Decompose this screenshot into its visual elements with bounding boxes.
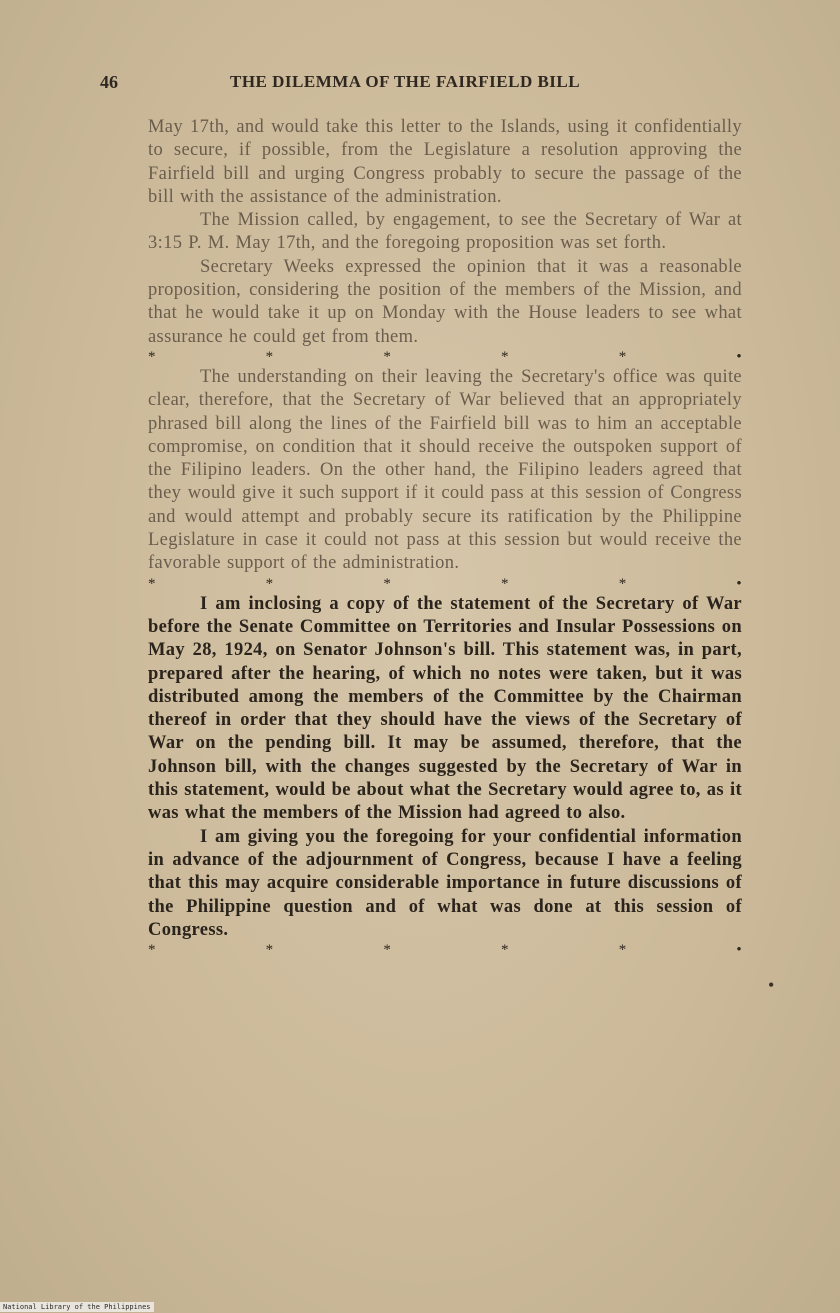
body-text xyxy=(148,116,742,959)
paragraph-1: May 17th, and would take this letter to the Islands, using it confidentially to secure, if possible, from the Legislature a resolution approving the Fairfield bill and urging Congress probably to secure the passage of the bill with the assistance of the administration. xyxy=(148,117,742,207)
separator-mark: * xyxy=(383,942,392,959)
separator-mark: * xyxy=(501,575,509,592)
footer-credit: National Library of the Philippines xyxy=(0,1302,154,1312)
section-separator-2 xyxy=(148,576,742,593)
page-header xyxy=(100,72,744,100)
separator-mark: * xyxy=(148,348,156,365)
separator-mark: * xyxy=(501,942,509,959)
section-separator-1 xyxy=(148,349,742,366)
stray-mark: • xyxy=(768,975,775,995)
separator-mark: * xyxy=(618,348,627,365)
separator-end-mark: • xyxy=(736,348,742,365)
separator-mark: * xyxy=(148,575,156,592)
paragraph-4: The understanding on their leaving the Secretary's office was quite clear, therefore, that the Secretary of War believed that an appropriately phrased bill along the lines of the Fairfield bill was to him an acceptable compromise, on condition that it should receive the outspoken support of the Filipino leaders. On the other hand, the Filipino leaders agreed that they would give it such support if it could pass at this session of Congress and would attempt and probably secure its ratification by the Philippine Legislature in case it could not pass at this session but would receive the favorable support of the administration. xyxy=(148,366,742,574)
separator-mark: * xyxy=(501,348,509,365)
separator-mark: * xyxy=(265,348,274,365)
separator-end-mark: • xyxy=(736,575,742,592)
separator-mark: * xyxy=(383,575,392,592)
separator-mark: * xyxy=(383,348,392,365)
separator-mark: * xyxy=(265,575,274,592)
separator-end-mark: • xyxy=(736,942,742,959)
separator-mark: * xyxy=(618,575,627,592)
page-number: 46 xyxy=(100,72,118,92)
running-title: THE DILEMMA OF THE FAIRFIELD BILL xyxy=(230,72,581,91)
separator-mark: * xyxy=(618,942,627,959)
section-separator-3 xyxy=(148,942,742,959)
paragraph-5: I am inclosing a copy of the statement of the Secretary of War before the Senate Committee on Territories and Insular Possessions on May 28, 1924, on Senator Johnson's bill. This statement was, in part, prepared after the hearing, of which no notes were taken, but it was distributed among the members of the Committee by the Chairman thereof in order that they should have the views of the Secretary of War on the pending bill. It may be assumed, therefore, that the Johnson bill, with the changes suggested by the Secretary of War in this statement, would be about what the Secretary would agree to, as it was what the members of the Mission had agreed to also. xyxy=(148,593,742,824)
separator-mark: * xyxy=(265,942,274,959)
paragraph-6: I am giving you the foregoing for your confidential information in advance of the adjournment of Congress, because I have a feeling that this may acquire considerable importance in future discussions of the Philippine question and of what was done at this session of Congress. xyxy=(148,826,742,940)
paragraph-3: Secretary Weeks expressed the opinion that it was a reasonable proposition, considering the position of the members of the Mission, and that he would take it up on Monday with the House leaders to see what assurance he could get from them. xyxy=(148,256,742,347)
paragraph-2: The Mission called, by engagement, to see the Secretary of War at 3:15 P. M. May 17th, and the foregoing proposition was set forth. xyxy=(148,210,742,254)
separator-mark: * xyxy=(148,942,156,959)
